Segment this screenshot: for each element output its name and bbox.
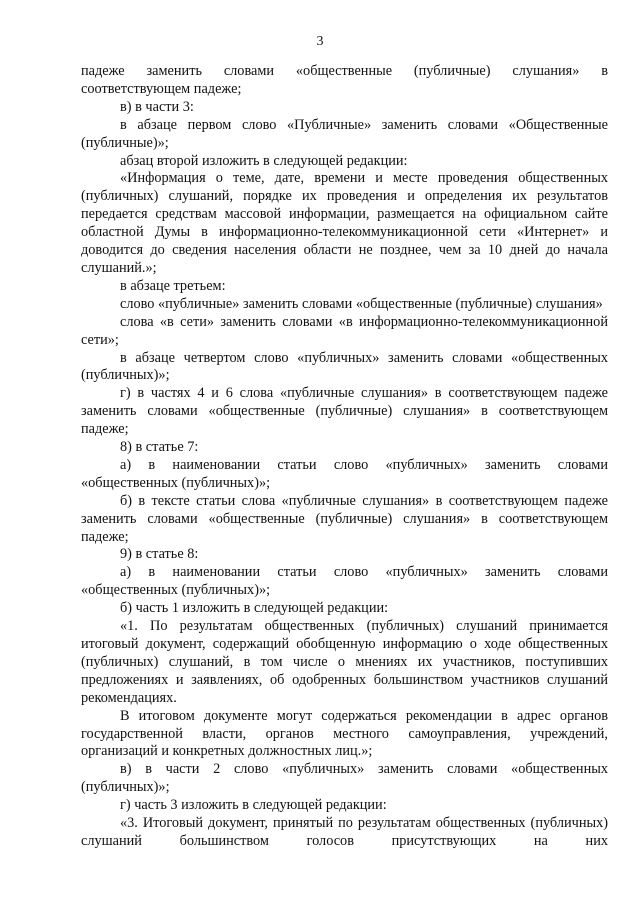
paragraph: 9) в статье 8: [120,546,199,563]
paragraph: «3. Итоговый документ, принятый по результатам общественных (публичных) слушаний большинством голосов присутствующих на них [81,815,608,849]
paragraph: «Информация о теме, дате, времени и месте проведения общественных (публичных) слушаний, порядке их проведения и определения их результатов передается средствам массовой информации, размещается на официальном сайте областной Думы в информационно-телекоммуникационной сети «Интернет» и доводится до сведения населения области не позднее, чем за 10 дней до начала слушаний.»; [81,170,608,276]
paragraph: г) в частях 4 и 6 слова «публичные слушания» в соответствующем падеже заменить словами «общественные (публичные) слушания» в соответствующем падеже; [81,385,608,438]
paragraph: абзац второй изложить в следующей редакции: [120,152,408,169]
paragraph: г) часть 3 изложить в следующей редакции: [120,797,387,814]
document-body [81,63,608,851]
page-number: 3 [316,34,324,49]
paragraph: 8) в статье 7: [120,439,199,456]
paragraph: «1. По результатам общественных (публичных) слушаний принимается итоговый документ, содержащий обобщенную информацию о ходе общественных (публичных) слушаний, в том числе о мнениях их участников, поступивших предложениях и заявлениях, об одобренных большинством участников слушаний рекомендациях. [81,618,608,706]
paragraph: слово «публичные» заменить словами «общественные (публичные) слушания» [120,295,603,312]
paragraph: слова «в сети» заменить словами «в информационно-телекоммуникационной сети»; [81,313,608,348]
paragraph: а) в наименовании статьи слово «публичных» заменить словами «общественных (публичных)»; [81,456,608,491]
paragraph: а) в наименовании статьи слово «публичных» заменить словами «общественных (публичных)»; [81,564,608,599]
paragraph: в абзаце первом слово «Публичные» заменить словами «Общественные (публичные)»; [81,116,608,151]
paragraph: б) часть 1 изложить в следующей редакции: [120,600,389,617]
paragraph: в абзаце четвертом слово «публичных» заменить словами «общественных (публичных)»; [81,349,608,384]
paragraph: в) в части 3: [120,98,194,115]
paragraph: В итоговом документе могут содержаться рекомендации в адрес органов государственной власти, органов местного самоуправления, учреждений, организаций и конкретных должностных лиц.»; [81,707,608,760]
paragraph: в абзаце третьем: [120,277,226,294]
paragraph: падеже заменить словами «общественные (публичные) слушания» в соответствующем падеже; [81,63,608,97]
paragraph: б) в тексте статьи слова «публичные слушания» в соответствующем падеже заменить словами «общественные (публичные) слушания» в соответствующем падеже; [81,492,608,545]
paragraph: в) в части 2 слово «публичных» заменить словами «общественных (публичных)»; [81,761,608,796]
